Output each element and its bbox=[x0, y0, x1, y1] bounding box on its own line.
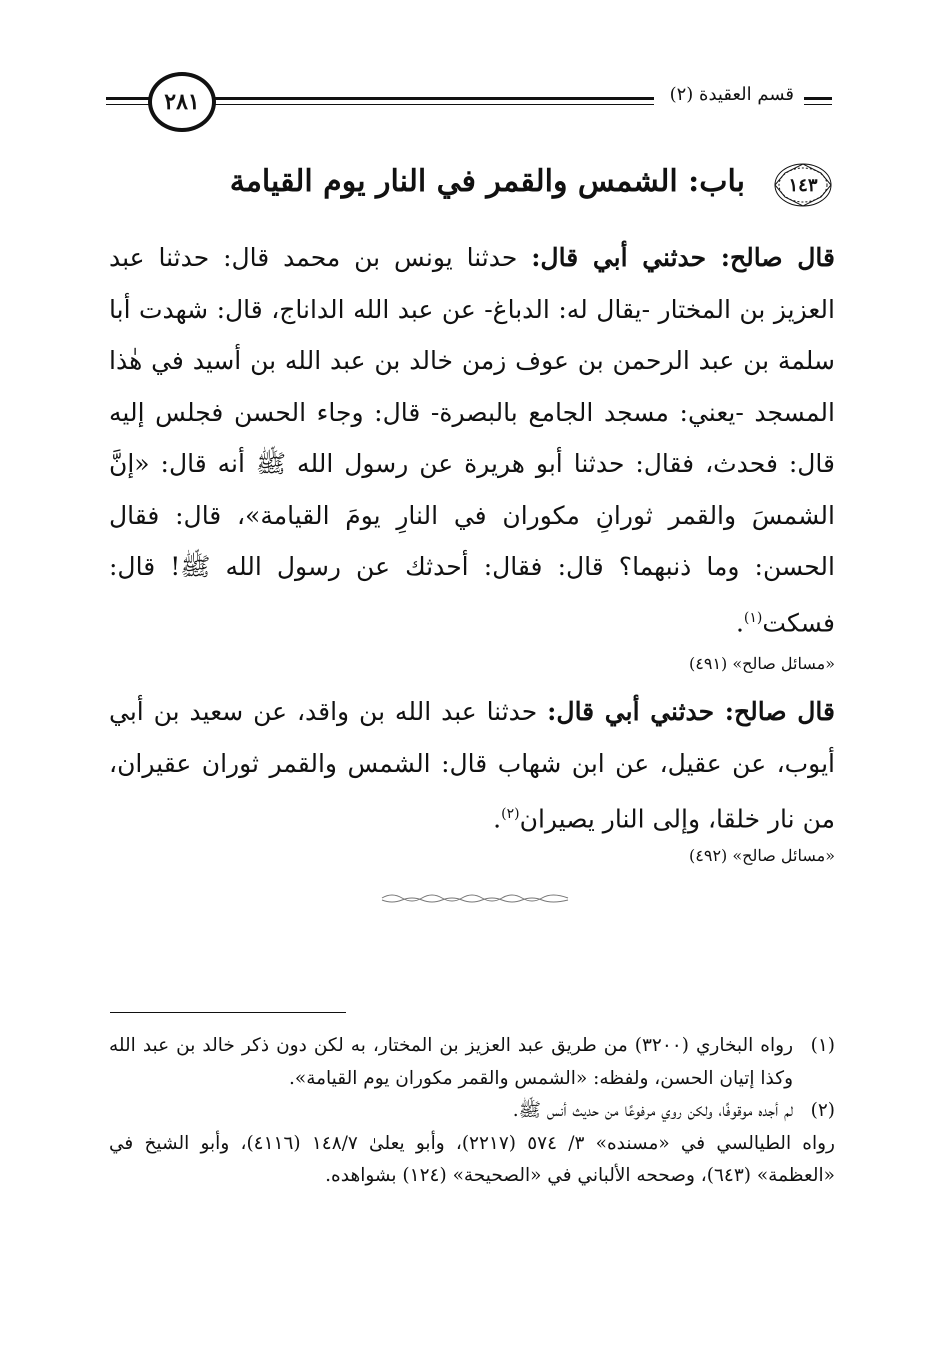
narration-end: . bbox=[493, 804, 502, 834]
footnote bbox=[109, 1030, 835, 1095]
header-rule bbox=[204, 104, 654, 105]
footnote-marker[interactable]: (٢) bbox=[501, 806, 520, 822]
chapter-number-badge bbox=[771, 160, 835, 210]
chapter-heading bbox=[109, 160, 835, 212]
narration-paragraph bbox=[109, 686, 835, 845]
footnote-number: (٢) bbox=[810, 1100, 835, 1121]
footnote-separator bbox=[110, 1012, 346, 1013]
ornament-divider-icon bbox=[380, 890, 570, 906]
header-rule bbox=[804, 97, 832, 100]
footnote-marker[interactable]: (١) bbox=[743, 609, 763, 626]
narration-paragraph bbox=[109, 232, 835, 648]
narration-intro: قال صالح: حدثني أبي قال: bbox=[531, 243, 835, 272]
narration-end: . bbox=[735, 607, 744, 637]
header-rule bbox=[106, 97, 152, 100]
footnote-text: لم أجده موقوفًا، ولكن روي مرفوعًا من حديث أنس ﷺ. bbox=[512, 1100, 793, 1121]
footnote-continuation: رواه الطيالسي في «مسنده» ٣/ ٥٧٤ (٢٢١٧)، وأبو يعلىٰ ١٤٨/٧ (٤١١٦)، وأبو الشيخ في «العظمة» (٦٤٣)، وصححه الألباني في «الصحيحة» (١٢٤) بشواهده. bbox=[109, 1132, 835, 1186]
narration-text: حدثنا عبد الله بن واقد، عن سعيد بن أبي أيوب، عن عقيل، عن ابن شهاب قال: الشمس والقمر ثوران عقيران، من نار خلقا، وإلى النار يصيران bbox=[109, 697, 835, 834]
chapter-number: ١٤٣ bbox=[788, 174, 818, 196]
footnote bbox=[109, 1095, 835, 1128]
footnotes bbox=[109, 1030, 835, 1193]
page-number: ٢٨١ bbox=[148, 72, 216, 132]
page-header bbox=[106, 70, 832, 132]
footnote-number: (١) bbox=[810, 1035, 835, 1056]
footnote-text: رواه البخاري (٣٢٠٠) من طريق عبد العزيز بن المختار، به لكن دون ذكر خالد بن عبد الله وكذا إتيان الحسن، ولفظه: «الشمس والقمر مكوران يوم القيامة». bbox=[109, 1035, 793, 1089]
source-reference: «مسائل صالح» (٤٩١) bbox=[689, 654, 835, 673]
section-title: قسم العقيدة (٢) bbox=[664, 84, 800, 105]
chapter-title: باب: الشمس والقمر في النار يوم القيامة bbox=[229, 164, 745, 199]
header-rule bbox=[106, 104, 152, 105]
header-rule bbox=[804, 104, 832, 105]
header-rule bbox=[204, 97, 654, 100]
narration-text: حدثنا يونس بن محمد قال: حدثنا عبد العزيز بن المختار -يقال له: الدباغ- عن عبد الله الداناج، قال: شهدت أبا سلمة بن عبد الرحمن بن عوف زمن خالد بن عبد الله بن أسيد في هٰذا المسجد -يعني: مسجد الجامع بالبصرة- قال: وجاء الحسن فجلس إليه قال: فحدث، فقال: حدثنا أبو هريرة عن رسول الله ﷺ أنه قال: «إنَّ الشمسَ والقمر ثورانِ مكوران في النارِ يومَ القيامة»، قال: فقال الحسن: وما ذنبهما؟ قال: فقال: أحدثك عن رسول الله ﷺ! قال: فسكت bbox=[109, 243, 835, 637]
narration-intro: قال صالح: حدثني أبي قال: bbox=[547, 697, 835, 726]
source-reference: «مسائل صالح» (٤٩٢) bbox=[689, 846, 835, 865]
